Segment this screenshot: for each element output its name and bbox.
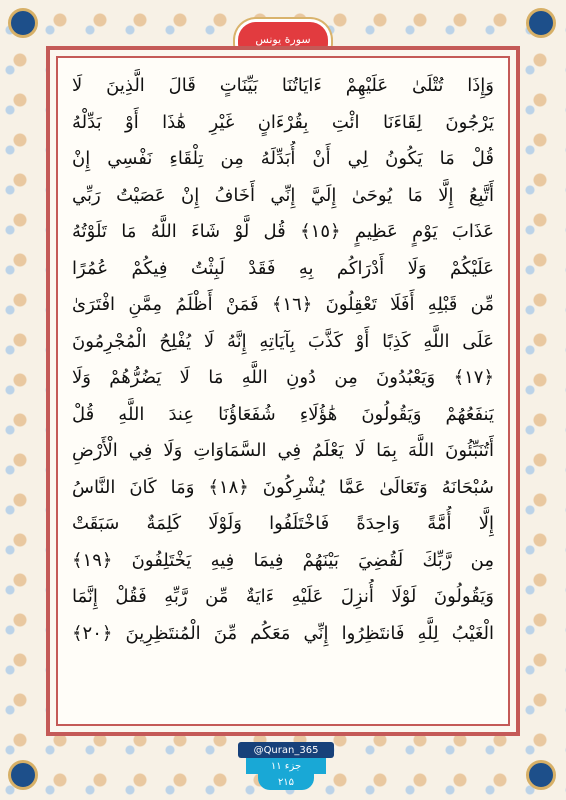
verse-line: عَلَيْكُمْ وَلَا أَدْرَاكُم بِهِ فَقَدْ لَبِثْتُ فِيكُمْ عُمُرًا <box>72 257 494 279</box>
verse-line: أَتَّبِعُ إِلَّا مَا يُوحَىٰ إِلَيَّ إِنِّي أَخَافُ إِنْ عَصَيْتُ رَبِّي <box>72 184 494 206</box>
corner-ornament-icon <box>8 8 38 38</box>
corner-ornament-icon <box>526 760 556 790</box>
verse-line: وَيَقُولُونَ لَوْلَا أُنزِلَ عَلَيْهِ ءَايَةٌ مِّن رَّبِّهِ فَقُلْ إِنَّمَا <box>72 586 494 607</box>
verse-line: الْغَيْبُ لِلَّهِ فَانتَظِرُوا إِنِّي مَعَكُم مِّنَ الْمُنتَظِرِينَ ﴿٢٠﴾ <box>72 622 494 644</box>
verse-line: سُبْحَانَهُ وَتَعَالَىٰ عَمَّا يُشْرِكُونَ ﴿١٨﴾ وَمَا كَانَ النَّاسُ <box>72 476 494 498</box>
verse-line: مِن رَّبِّكَ لَقُضِيَ بَيْنَهُمْ فِيمَا فِيهِ يَخْتَلِفُونَ ﴿١٩﴾ <box>72 549 494 571</box>
verse-line: عَلَى اللَّهِ كَذِبًا أَوْ كَذَّبَ بِآيَاتِهِ إِنَّهُ لَا يُفْلِحُ الْمُجْرِمُونَ <box>72 330 494 352</box>
verse-line: عَذَابَ يَوْمٍ عَظِيمٍ ﴿١٥﴾ قُل لَّوْ شَاءَ اللَّهُ مَا تَلَوْتُهُ <box>72 221 494 242</box>
channel-handle: @Quran_365 <box>238 742 334 758</box>
verse-line: يَنفَعُهُمْ وَيَقُولُونَ هَٰؤُلَاءِ شُفَعَاؤُنَا عِندَ اللَّهِ قُلْ <box>72 403 494 425</box>
verse-line: ﴿١٧﴾ وَيَعْبُدُونَ مِن دُونِ اللَّهِ مَا لَا يَضُرُّهُمْ وَلَا <box>72 367 494 388</box>
page-footer <box>238 742 334 790</box>
verse-line: قُلْ مَا يَكُونُ لِي أَنْ أُبَدِّلَهُ مِن تِلْقَاءِ نَفْسِي إِنْ <box>72 148 494 169</box>
corner-ornament-icon <box>526 8 556 38</box>
verse-line: وَإِذَا تُتْلَىٰ عَلَيْهِمْ ءَايَاتُنَا بَيِّنَاتٍ قَالَ الَّذِينَ لَا <box>72 75 494 96</box>
quran-text-block <box>72 68 494 718</box>
verse-line: أَتُنَبِّئُونَ اللَّهَ بِمَا لَا يَعْلَمُ فِي السَّمَاوَاتِ وَلَا فِي الْأَرْضِ <box>72 440 494 461</box>
verse-line: مِّن قَبْلِهِ أَفَلَا تَعْقِلُونَ ﴿١٦﴾ فَمَنْ أَظْلَمُ مِمَّنِ افْتَرَىٰ <box>72 294 494 315</box>
page-number: ۲۱۵ <box>258 774 314 790</box>
corner-ornament-icon <box>8 760 38 790</box>
verse-line: يَرْجُونَ لِقَاءَنَا ائْتِ بِقُرْءَانٍ غَيْرِ هَٰذَا أَوْ بَدِّلْهُ <box>72 111 494 133</box>
juz-label: جزء ۱۱ <box>246 758 326 774</box>
surah-name-badge: سورة يونس <box>238 22 328 56</box>
verse-line: إِلَّا أُمَّةً وَاحِدَةً فَاخْتَلَفُوا وَلَوْلَا كَلِمَةٌ سَبَقَتْ <box>72 513 494 534</box>
